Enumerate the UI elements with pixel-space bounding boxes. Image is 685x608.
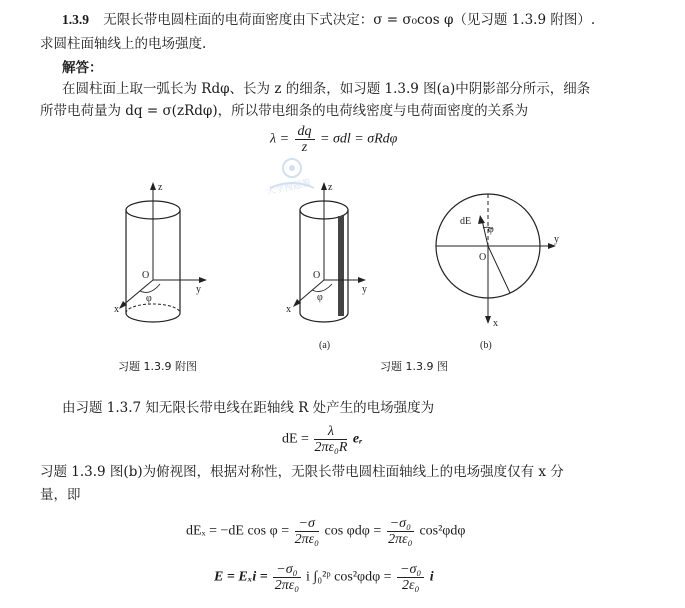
eq2-lhs: dE = bbox=[282, 431, 309, 447]
fig2b-axis-x: x bbox=[493, 318, 498, 329]
problem-text-1: 无限长带电圆柱面的电荷面密度由下式决定：σ = σ₀cos φ（见习题 1.3.9 附图）. bbox=[103, 12, 596, 28]
fig2b-topview bbox=[436, 194, 559, 351]
eq2-fraction bbox=[314, 424, 347, 455]
eq3-num1: −σ bbox=[298, 516, 315, 531]
figures-diagram bbox=[100, 180, 559, 370]
eq3-fraction2 bbox=[387, 516, 414, 547]
fig2a-axis-x: x bbox=[286, 304, 291, 315]
eq3-den1: 2πε₀ bbox=[294, 532, 319, 547]
para2-text: 由习题 1.3.7 知无限长带电线在距轴线 R 处产生的电场强度为 bbox=[62, 400, 435, 416]
fig1-angle: φ bbox=[146, 293, 152, 304]
eq3-den2: 2πε₀ bbox=[388, 532, 413, 547]
eq4-den2: 2ε₀ bbox=[401, 578, 420, 593]
fig2a-axis-y: y bbox=[362, 284, 367, 295]
para1-text-2: 所带电荷量为 dq = σ(zRdφ)，所以带电细条的电荷线密度与电荷面密度的关系为 bbox=[40, 103, 529, 119]
problem-statement-line2 bbox=[0, 34, 685, 54]
fig2-caption: 习题 1.3.9 图 bbox=[380, 360, 448, 373]
eq1-rhs: = σdl = σRdφ bbox=[320, 131, 398, 147]
fig2b-angle: φ bbox=[488, 224, 494, 235]
eq3-fraction1 bbox=[295, 516, 319, 547]
problem-statement-line1 bbox=[0, 10, 685, 30]
equation-dE bbox=[282, 424, 362, 455]
para1-text-1: 在圆柱面上取一弧长为 Rdφ、长为 z 的细条，如习题 1.3.9 图(a)中阴影部分所示，细条 bbox=[62, 81, 591, 97]
problem-number: 1.3.9 bbox=[62, 12, 89, 27]
fig2b-dE: dE bbox=[460, 216, 472, 227]
eq2-den: 2πε₀R bbox=[314, 440, 348, 455]
eq4-num1: −σ₀ bbox=[276, 562, 298, 577]
equation-dEx bbox=[186, 516, 465, 547]
solution-heading-line bbox=[0, 58, 685, 78]
fig1-axis-z: z bbox=[158, 182, 163, 193]
fig2b-origin: O bbox=[479, 252, 487, 263]
fig2a-cylinder bbox=[286, 182, 367, 351]
para1-line2 bbox=[0, 101, 685, 121]
eq3-c: cos²φdφ bbox=[419, 523, 466, 539]
fig1-axis-x: x bbox=[114, 304, 119, 315]
solution-heading: 解答： bbox=[62, 60, 103, 76]
fig1-origin: O bbox=[142, 270, 150, 281]
eq3-a: dEₓ = −dE cos φ = bbox=[186, 523, 290, 539]
charged-strip bbox=[338, 216, 344, 316]
eq4-fraction1 bbox=[273, 562, 300, 593]
para1-line1 bbox=[0, 79, 685, 99]
eq3-b: cos φdφ = bbox=[324, 523, 382, 539]
fig1-axis-y: y bbox=[196, 284, 201, 295]
para3-line2 bbox=[0, 485, 685, 505]
eq1-lhs: λ = bbox=[270, 131, 290, 147]
eq2-tail: eᵣ bbox=[352, 431, 363, 447]
eq4-fraction2 bbox=[397, 562, 424, 593]
fig2a-angle: φ bbox=[317, 292, 323, 303]
fig2b-label: (b) bbox=[480, 340, 492, 351]
fig2a-axis-z: z bbox=[328, 182, 333, 193]
watermark-text: 大学搜题酱 bbox=[265, 178, 312, 198]
para3-text-2: 量，即 bbox=[40, 487, 81, 503]
eq1-num: dq bbox=[297, 124, 312, 139]
eq4-a: E = Eₓi = bbox=[214, 569, 268, 585]
fig2b-axis-y: y bbox=[554, 234, 559, 245]
eq4-b: i ∫₀²ᵖ cos²φdφ = bbox=[306, 569, 392, 585]
eq2-num: λ bbox=[327, 424, 334, 439]
eq4-c: i bbox=[429, 569, 434, 585]
eq4-den1: 2πε₀ bbox=[274, 578, 300, 593]
fig2a-origin: O bbox=[313, 270, 321, 281]
para3-text-1: 习题 1.3.9 图(b)为俯视图，根据对称性，无限长带电圆柱面轴线上的电场强度仅有 x 分 bbox=[40, 464, 564, 480]
fig1-cylinder bbox=[114, 182, 207, 322]
fig2a-label: (a) bbox=[319, 340, 331, 351]
problem-text-2: 求圆柱面轴线上的电场强度. bbox=[40, 36, 207, 52]
equation-E bbox=[214, 562, 434, 593]
para3-line1 bbox=[0, 462, 685, 482]
eq4-num2: −σ₀ bbox=[400, 562, 422, 577]
eq1-den: z bbox=[301, 140, 308, 155]
fig1-caption: 习题 1.3.9 附图 bbox=[118, 360, 197, 373]
para2-line bbox=[0, 398, 685, 418]
eq3-num2: −σ₀ bbox=[389, 516, 411, 531]
